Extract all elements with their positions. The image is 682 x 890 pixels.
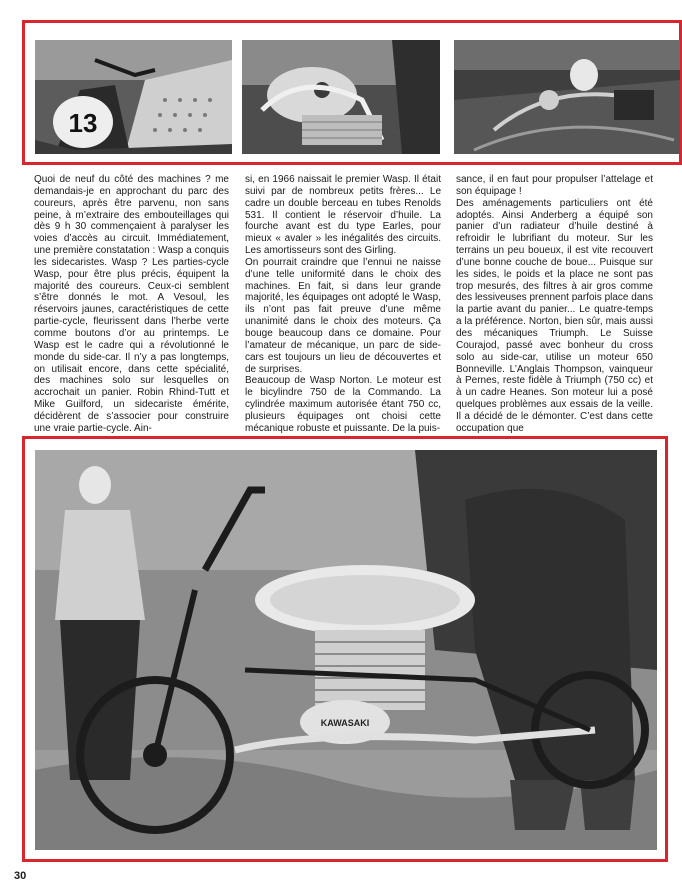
column-3-paragraph-1: sance, il en faut pour propulser l’attelage et son équipage !	[456, 174, 653, 197]
top-photo-strip	[22, 20, 682, 165]
photo-1-image	[35, 40, 232, 154]
photo-sidecar-number-13	[35, 40, 232, 154]
article-column-1	[34, 174, 229, 434]
article-column-2	[245, 174, 441, 434]
article-body	[34, 174, 654, 434]
engine-case-logo: KAWASAKI	[320, 718, 370, 728]
photo-sidecar-engine	[242, 40, 440, 154]
column-2-paragraph-3: Beaucoup de Wasp Norton. Le moteur est le bicylindre 750 de la Commando. La cylindrée maximum autorisée étant 750 cc, plusieurs équipages ont choisi cette mécanique robuste et puissante. De la puis-	[245, 375, 441, 434]
photo-3-image	[454, 40, 680, 154]
photo-sidecar-side-view	[454, 40, 680, 154]
photo-mechanics-working-on-motorcycle	[35, 450, 657, 850]
photo-2-image	[242, 40, 440, 154]
article-column-3	[456, 174, 653, 434]
column-2-paragraph-2: On pourrait craindre que l’ennui ne naisse d’une telle uniformité dans le choix des machines. En fait, si dans leur grande majorité, les équipages ont adopté le Wasp, ils n’ont pas fait preuve d’une même unanimité dans le choix des moteurs. Ça bouge beaucoup dans ce domaine. Pour l’amateur de mécanique, un parc de side-cars est toujours un lieu de découvertes et de surprises.	[245, 256, 441, 375]
page-number: 30	[14, 870, 27, 882]
column-3-paragraph-2: Des aménagements particuliers ont été adoptés. Ainsi Anderberg a équipé son panier d’un radiateur d’huile destiné à refroidir le lubrifiant du moteur. Sur les terrains un peu boueux, il est vite recouvert d’une bonne couche de boue... Puisque sur les sides, le poids et la place ne sont pas trop mesurés, des filtres à air gros comme des lessiveuses prennent parfois place dans la partie avant du panier... Le quatre-temps a la préférence. Norton, bien sûr, mais aussi des mécaniques Triumph. Le Suisse Courajod, passé avec bonheur du cross solo au side-car, utilise un moteur 650 Bonneville. L’Anglais Thompson, vainqueur à Pernes, reste fidèle à Triumph (750 cc) et à un cadre Heanes. Son moteur lui a posé quelques problèmes aux essais de la veille. Il a décidé de le démonter. C’est dans cette occupation que	[456, 197, 653, 434]
column-1-paragraph-1: Quoi de neuf du côté des machines ? me demandais-je en approchant du parc des coureurs, après être parvenu, non sans peine, à m’extraire des embouteillages qui dès 9 h 30 commençaient à paralyser les voies d’accès au circuit. Immédiatement, une première constatation : Wasp a conquis les sidecaristes. Wasp ? Les parties-cycle Wasp, pour être plus précis, équipent la majorité des coureurs. Ceux-ci semblent s’être donnés le mot. A Vesoul, les réservoirs jaunes, caractéristiques de cette partie-cycle, fleurissent dans l’herbe verte comme boutons d’or au printemps. Le Wasp est le cadre qui a révolutionné le monde du side-car. Il n’y a pas longtemps, on utilisait encore, dans cette spécialité, des machines solo sur lesquelles on accrochait un panier. Robin Rhind-Tutt et Mike Guilford, un sidecariste émérite, décidèrent de s’associer pour construire une vraie partie-cycle. Ain-	[34, 174, 229, 434]
race-number-13: 13	[68, 108, 98, 138]
column-2-paragraph-1: si, en 1966 naissait le premier Wasp. Il était suivi par de nombreux petits frères... Le cadre un double berceau en tubes Renolds 531. Il contient le réservoir d’huile. La fourche avant est du type Earles, pour mieux « avaler » les inégalités des circuits. Les amortisseurs sont des Girling.	[245, 174, 441, 257]
main-photo-image	[35, 450, 657, 850]
main-photo-frame	[22, 436, 668, 862]
